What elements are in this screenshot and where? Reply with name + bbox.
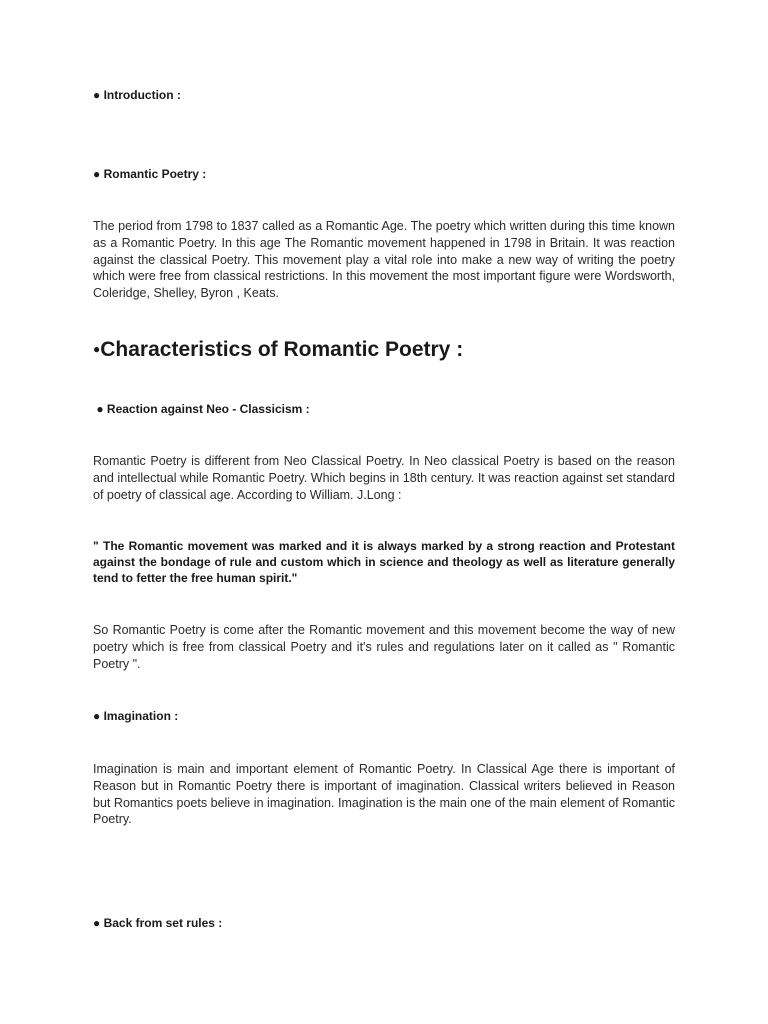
imagination-paragraph: Imagination is main and important element of Romantic Poetry. In Classical Age there is important of Reason but in Romantic Poetry there is important of imagination. Classical writers believed in Reason but Romantics poets believe in imagination. Imagination is the main one of the main element of Romantic Poetry.: [93, 762, 675, 827]
reaction-paragraph: Romantic Poetry is different from Neo Classical Poetry. In Neo classical Poetry is based on the reason and intellectual while Romantic Poetry. Which begins in 18th century. It was reaction against set standard of poetry of classical age. According to William. J.Long :: [93, 454, 675, 502]
long-quote: " The Romantic movement was marked and it is always marked by a strong reaction and Protestant against the bondage of rule and custom which in science and theology as well as literature generally tend to fetter the free human spirit.": [93, 539, 675, 585]
romantic-poetry-heading: ● Romantic Poetry :: [93, 167, 207, 181]
reaction-heading: ● Reaction against Neo - Classicism :: [93, 402, 310, 416]
introduction-heading: ● Introduction :: [93, 88, 181, 102]
characteristics-heading: [93, 338, 463, 362]
back-from-rules-heading: ● Back from set rules :: [93, 916, 223, 930]
imagination-heading: ● Imagination :: [93, 709, 179, 723]
characteristics-heading-text: Characteristics of Romantic Poetry :: [100, 338, 464, 361]
bullet-icon: ●: [93, 342, 101, 356]
romantic-poetry-paragraph: The period from 1798 to 1837 called as a Romantic Age. The poetry which written during this time known as a Romantic Poetry. In this age The Romantic movement happened in 1798 in Britain. It was reaction against the classical Poetry. This movement play a vital role into make a new way of writing the poetry which were free from classical restrictions. In this movement the most important figure were Wordsworth, Coleridge, Shelley, Byron , Keats.: [93, 219, 675, 301]
after-quote-paragraph: So Romantic Poetry is come after the Romantic movement and this movement become the way of new poetry which is free from classical Poetry and it's rules and regulations later on it called as " Romantic Poetry ".: [93, 623, 675, 671]
